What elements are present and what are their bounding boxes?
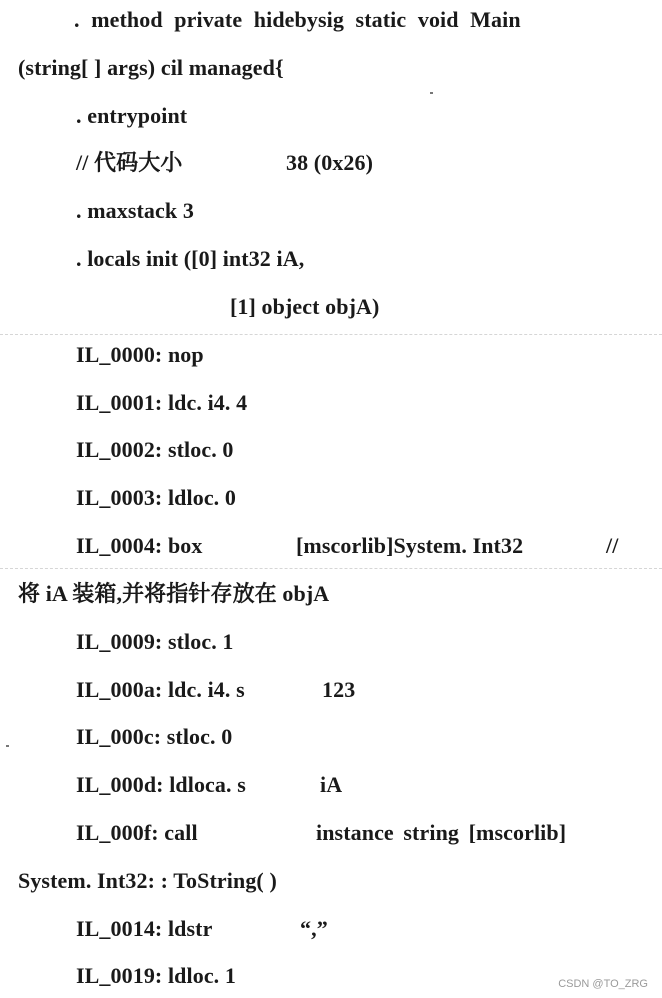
scan-speck [6, 745, 9, 747]
code-line: // 代码大小 [76, 150, 183, 175]
code-line: 123 [322, 677, 356, 702]
code-line: IL_0003: ldloc. 0 [76, 485, 236, 510]
code-line: instance string [mscorlib] [316, 820, 567, 845]
code-line: System. Int32: : ToString( ) [18, 868, 277, 893]
code-comment: // [606, 533, 619, 558]
code-line: [mscorlib]System. Int32 [296, 533, 524, 558]
code-line: IL_0004: box [76, 533, 203, 558]
code-line: . locals init ([0] int32 iA, [76, 246, 305, 271]
code-line: 38 (0x26) [286, 150, 374, 175]
code-line: [1] object objA) [230, 294, 380, 319]
code-comment: 将 iA 装箱,并将指针存放在 objA [18, 581, 330, 606]
code-line: iA [320, 772, 343, 797]
code-line: IL_0019: ldloc. 1 [76, 963, 236, 988]
code-line: . entrypoint [76, 103, 188, 128]
code-line: IL_0002: stloc. 0 [76, 437, 234, 462]
code-line: IL_0014: ldstr [76, 916, 213, 941]
code-line: IL_000d: ldloca. s [76, 772, 246, 797]
code-line: IL_000c: stloc. 0 [76, 724, 233, 749]
code-line: IL_0009: stloc. 1 [76, 629, 234, 654]
code-line: IL_000f: call [76, 820, 198, 845]
code-line: IL_000a: ldc. i4. s [76, 677, 245, 702]
scan-speck [430, 92, 433, 94]
code-line: IL_0001: ldc. i4. 4 [76, 390, 248, 415]
scan-rule [0, 334, 662, 335]
code-line: . maxstack 3 [76, 198, 194, 223]
scan-rule [0, 568, 662, 569]
code-line: “,” [300, 916, 328, 941]
code-line: IL_0000: nop [76, 342, 204, 367]
csdn-watermark: CSDN @TO_ZRG [558, 978, 648, 990]
code-line: (string[ ] args) cil managed{ [18, 55, 284, 80]
code-line: . method private hidebysig static void Main [74, 7, 521, 32]
